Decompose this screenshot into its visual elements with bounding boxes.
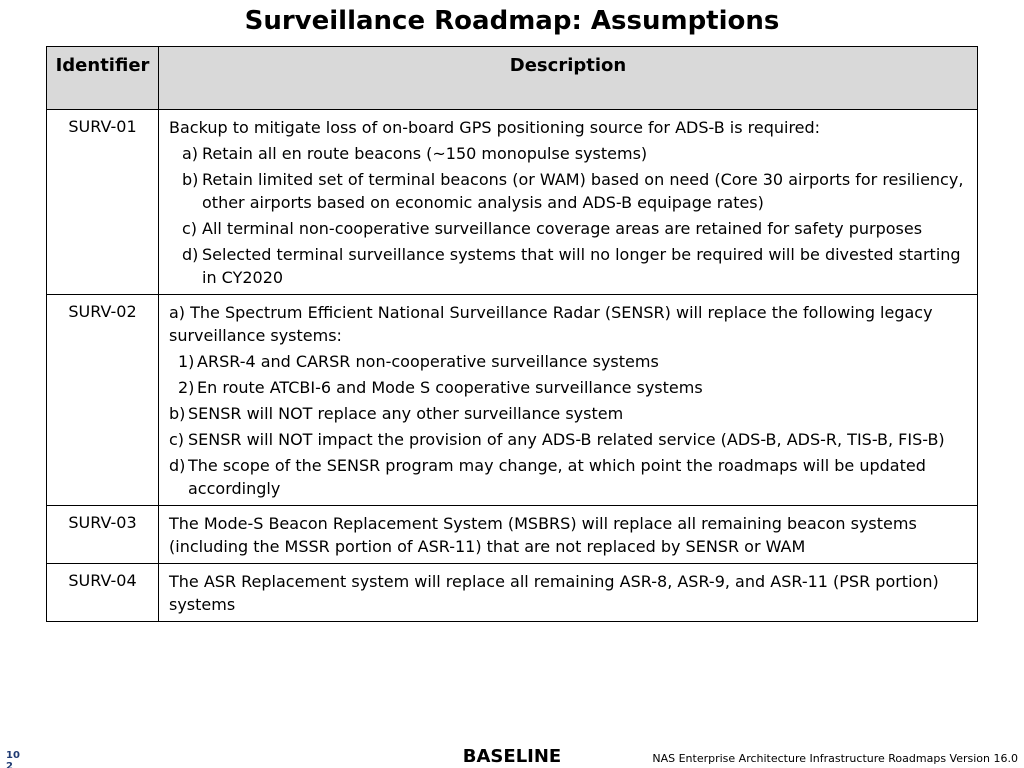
- baseline-label: BASELINE: [462, 746, 562, 767]
- list-item: [169, 454, 967, 500]
- list-marker: c): [169, 430, 185, 449]
- version-label: NAS Enterprise Architecture Infrastructure Roadmaps Version 16.0: [652, 752, 1018, 765]
- list-item: [169, 376, 967, 399]
- description-lead: Backup to mitigate loss of on-board GPS positioning source for ADS-B is required:: [169, 118, 821, 137]
- row-description: The ASR Replacement system will replace all remaining ASR-8, ASR-9, and ASR-11 (PSR portion) systems: [159, 564, 978, 622]
- row-identifier: SURV-04: [47, 564, 159, 622]
- list-item: [169, 243, 967, 289]
- list-text: SENSR will NOT impact the provision of any ADS-B related service (ADS-B, ADS-R, TIS-B, FIS-B): [188, 430, 945, 449]
- page-title: Surveillance Roadmap: Assumptions: [244, 6, 780, 36]
- list-item: [169, 217, 967, 240]
- list-text: SENSR will NOT replace any other surveillance system: [188, 404, 624, 423]
- list-item: [169, 350, 967, 373]
- list-marker: a): [182, 144, 199, 163]
- list-item: [169, 428, 967, 451]
- identifier-header: Identifier: [47, 47, 159, 110]
- list-marker: 1): [178, 352, 195, 371]
- list-text: Retain limited set of terminal beacons (or WAM) based on need (Core 30 airports for resiliency, other airports based on economic analysis and ADS-B equipage rates): [202, 170, 964, 212]
- list-text: Retain all en route beacons (~150 monopulse systems): [202, 144, 648, 163]
- page-number: 102: [6, 750, 20, 768]
- row-description: The Mode-S Beacon Replacement System (MSBRS) will replace all remaining beacon systems (including the MSSR portion of ASR-11) that are not replaced by SENSR or WAM: [159, 506, 978, 564]
- list-text: The scope of the SENSR program may change, at which point the roadmaps will be updated accordingly: [188, 456, 926, 498]
- description-lead: a) The Spectrum Efficient National Surveillance Radar (SENSR) will replace the following legacy surveillance systems:: [169, 303, 933, 345]
- list-marker: c): [182, 219, 198, 238]
- table-row: [47, 506, 978, 564]
- list-text: En route ATCBI-6 and Mode S cooperative surveillance systems: [197, 378, 703, 397]
- list-item: [169, 168, 967, 214]
- row-identifier: SURV-03: [47, 506, 159, 564]
- list-item: [169, 142, 967, 165]
- table-row: [47, 110, 978, 295]
- assumptions-table: [46, 46, 978, 622]
- row-identifier: SURV-02: [47, 295, 159, 506]
- row-description: [159, 295, 978, 506]
- table-row: [47, 564, 978, 622]
- list-text: Selected terminal surveillance systems that will no longer be required will be divested starting in CY2020: [202, 245, 961, 287]
- list-marker: d): [169, 456, 186, 475]
- list-text: ARSR-4 and CARSR non-cooperative surveillance systems: [197, 352, 659, 371]
- table-row: [47, 295, 978, 506]
- list-marker: d): [182, 245, 199, 264]
- row-identifier: SURV-01: [47, 110, 159, 295]
- list-marker: b): [182, 170, 199, 189]
- list-marker: 2): [178, 378, 195, 397]
- list-marker: b): [169, 404, 186, 423]
- description-header: Description: [159, 47, 978, 110]
- row-description: [159, 110, 978, 295]
- list-text: All terminal non-cooperative surveillance coverage areas are retained for safety purposes: [202, 219, 923, 238]
- table-header-row: [47, 47, 978, 110]
- list-item: [169, 402, 967, 425]
